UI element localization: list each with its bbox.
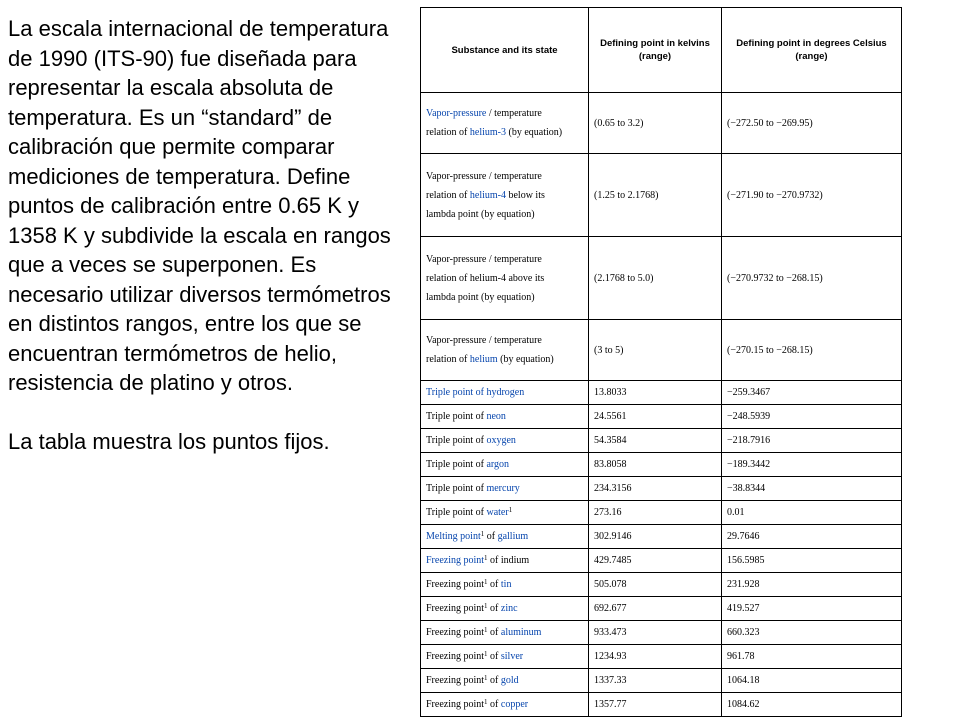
- kelvin-cell: 692.677: [589, 597, 722, 621]
- substance-link[interactable]: copper: [500, 699, 529, 710]
- kelvin-cell: 24.5561: [589, 405, 722, 429]
- kelvin-cell: 933.473: [589, 621, 722, 645]
- footnote-marker: 1: [484, 554, 488, 562]
- kelvin-cell: 505.078: [589, 573, 722, 597]
- substance-line: [426, 671, 583, 690]
- table-row: [421, 154, 902, 237]
- substance-text: Triple point of: [426, 435, 487, 446]
- table-row: [421, 93, 902, 154]
- celsius-cell: −189.3442: [722, 453, 902, 477]
- footnote-marker: 1: [484, 578, 488, 586]
- footnote-marker: 1: [484, 602, 488, 610]
- substance-link[interactable]: argon: [486, 459, 510, 470]
- table-row: [421, 453, 902, 477]
- table-header-row: [421, 8, 902, 93]
- substance-link[interactable]: neon: [486, 411, 506, 422]
- celsius-cell: 156.5985: [722, 549, 902, 573]
- substance-text: Triple point of: [426, 459, 487, 470]
- fixed-points-table: [420, 7, 902, 717]
- substance-line: [426, 503, 583, 522]
- celsius-cell: (−271.90 to −270.9732): [722, 154, 902, 237]
- table-row: [421, 381, 902, 405]
- substance-text: of: [487, 699, 501, 710]
- substance-line: [426, 205, 583, 224]
- substance-text: Vapor-pressure / temperature: [426, 170, 542, 182]
- description-text: [8, 14, 400, 457]
- substance-line: [426, 431, 583, 450]
- substance-link[interactable]: helium-4: [469, 189, 506, 201]
- substance-link[interactable]: gold: [500, 675, 519, 686]
- kelvin-cell: (3 to 5): [589, 320, 722, 381]
- substance-link[interactable]: Vapor-pressure: [426, 108, 487, 119]
- substance-text: relation of: [426, 127, 470, 138]
- substance-text: Freezing point: [426, 603, 485, 614]
- celsius-cell: (−270.9732 to −268.15): [722, 237, 902, 320]
- substance-link[interactable]: silver: [500, 651, 524, 662]
- table-body: [421, 93, 902, 717]
- celsius-cell: 660.323: [722, 621, 902, 645]
- substance-text: relation of: [426, 354, 470, 365]
- kelvin-cell: (0.65 to 3.2): [589, 93, 722, 154]
- table-row: [421, 645, 902, 669]
- table-row: [421, 597, 902, 621]
- substance-text: Triple point of: [426, 411, 487, 422]
- header-kelvin: Defining point in kelvins (range): [589, 8, 722, 93]
- kelvin-cell: (1.25 to 2.1768): [589, 154, 722, 237]
- substance-line: [426, 647, 583, 666]
- kelvin-cell: 1357.77: [589, 693, 722, 717]
- footnote-marker: 1: [484, 650, 488, 658]
- substance-line: [426, 350, 583, 369]
- substance-link[interactable]: Freezing point: [426, 555, 485, 566]
- kelvin-cell: 429.7485: [589, 549, 722, 573]
- substance-text: relation of helium-4 above its: [426, 272, 545, 284]
- substance-text: Freezing point: [426, 699, 485, 710]
- substance-line: [426, 123, 583, 142]
- substance-link[interactable]: Melting point: [426, 531, 481, 542]
- celsius-cell: 1084.62: [722, 693, 902, 717]
- substance-line: [426, 575, 583, 594]
- substance-text: Triple point of: [426, 483, 487, 494]
- substance-cell: [421, 573, 589, 597]
- substance-link[interactable]: aluminum: [500, 627, 542, 638]
- substance-cell: [421, 93, 589, 154]
- table-caption-paragraph: La tabla muestra los puntos fijos.: [8, 429, 330, 454]
- table-row: [421, 405, 902, 429]
- substance-line: [426, 599, 583, 618]
- substance-line: [426, 455, 583, 474]
- kelvin-cell: 302.9146: [589, 525, 722, 549]
- table-row: [421, 573, 902, 597]
- substance-text: Freezing point: [426, 651, 485, 662]
- kelvin-cell: 54.3584: [589, 429, 722, 453]
- kelvin-cell: 1337.33: [589, 669, 722, 693]
- celsius-cell: −38.8344: [722, 477, 902, 501]
- table-row: [421, 621, 902, 645]
- table-row: [421, 237, 902, 320]
- footnote-marker: 1: [484, 626, 488, 634]
- substance-line: [426, 331, 583, 350]
- substance-cell: [421, 381, 589, 405]
- substance-text: (by equation): [497, 354, 554, 365]
- header-substance: Substance and its state: [421, 8, 589, 93]
- substance-text: (by equation): [505, 127, 563, 138]
- substance-text: of: [487, 579, 501, 590]
- substance-text: relation of: [426, 189, 470, 201]
- substance-line: [426, 479, 583, 498]
- substance-cell: [421, 669, 589, 693]
- substance-text: Freezing point: [426, 675, 485, 686]
- substance-cell: [421, 320, 589, 381]
- substance-line: [426, 269, 583, 288]
- substance-line: [426, 527, 583, 546]
- substance-text: Vapor-pressure / temperature: [426, 253, 542, 265]
- footnote-marker: 1: [484, 674, 488, 682]
- header-celsius: Defining point in degrees Celsius (range): [722, 8, 902, 93]
- substance-line: [426, 695, 583, 714]
- substance-line: [426, 551, 583, 570]
- substance-text: of indium: [487, 555, 530, 566]
- substance-line: [426, 104, 583, 123]
- celsius-cell: −218.7916: [722, 429, 902, 453]
- substance-cell: [421, 621, 589, 645]
- table-row: [421, 549, 902, 573]
- substance-line: [426, 167, 583, 186]
- table-row: [421, 669, 902, 693]
- substance-link[interactable]: zinc: [500, 603, 518, 614]
- table-row: [421, 525, 902, 549]
- substance-cell: [421, 477, 589, 501]
- substance-cell: [421, 154, 589, 237]
- substance-text: of: [487, 675, 501, 686]
- kelvin-cell: 273.16: [589, 501, 722, 525]
- kelvin-cell: (2.1768 to 5.0): [589, 237, 722, 320]
- substance-line: [426, 383, 583, 402]
- celsius-cell: 419.527: [722, 597, 902, 621]
- substance-line: [426, 250, 583, 269]
- substance-link[interactable]: mercury: [486, 483, 520, 494]
- kelvin-cell: 83.8058: [589, 453, 722, 477]
- substance-text: lambda point (by equation): [426, 291, 535, 303]
- celsius-cell: 0.01: [722, 501, 902, 525]
- substance-link[interactable]: helium-3: [469, 127, 506, 138]
- substance-text: lambda point (by equation): [426, 208, 535, 220]
- celsius-cell: 961.78: [722, 645, 902, 669]
- substance-link[interactable]: helium: [469, 354, 498, 365]
- kelvin-cell: 234.3156: [589, 477, 722, 501]
- celsius-cell: 231.928: [722, 573, 902, 597]
- substance-text: Triple point of: [426, 507, 487, 518]
- substance-line: [426, 623, 583, 642]
- substance-link[interactable]: Triple point of: [426, 387, 487, 398]
- substance-cell: [421, 693, 589, 717]
- footnote-marker: 1: [480, 530, 485, 538]
- substance-text: of: [487, 651, 501, 662]
- footnote-marker: 1: [484, 698, 488, 706]
- substance-text: below its: [505, 189, 545, 201]
- table-row: [421, 693, 902, 717]
- substance-text: Vapor-pressure / temperature: [426, 335, 542, 346]
- celsius-cell: −259.3467: [722, 381, 902, 405]
- substance-cell: [421, 429, 589, 453]
- celsius-cell: 29.7646: [722, 525, 902, 549]
- table-row: [421, 429, 902, 453]
- kelvin-cell: 13.8033: [589, 381, 722, 405]
- substance-cell: [421, 501, 589, 525]
- celsius-cell: 1064.18: [722, 669, 902, 693]
- substance-text: of: [487, 603, 501, 614]
- substance-cell: [421, 645, 589, 669]
- substance-text: / temperature: [486, 108, 542, 119]
- table-row: [421, 501, 902, 525]
- substance-cell: [421, 525, 589, 549]
- substance-link[interactable]: oxygen: [486, 435, 516, 446]
- intro-paragraph: La escala internacional de temperatura de 1990 (ITS-90) fue diseñada para representar la escala absoluta de temperatura. Es un “standard” de calibración que permite comparar mediciones de temperatura. Define puntos de calibración entre 0.65 K y 1358 K y subdivide la escala en rangos que a veces se superponen. Es necesario utilizar diversos termómetros en distintos rangos, entre los que se encuentran termómetros de helio, resistencia de platino y otros.: [8, 16, 391, 395]
- substance-link[interactable]: tin: [500, 579, 512, 590]
- substance-line: [426, 288, 583, 307]
- substance-link[interactable]: hydrogen: [486, 387, 525, 398]
- substance-line: [426, 407, 583, 426]
- footnote-marker: 1: [508, 506, 513, 514]
- substance-cell: [421, 597, 589, 621]
- substance-link[interactable]: gallium: [497, 531, 529, 542]
- celsius-cell: (−270.15 to −268.15): [722, 320, 902, 381]
- celsius-cell: −248.5939: [722, 405, 902, 429]
- table-row: [421, 477, 902, 501]
- kelvin-cell: 1234.93: [589, 645, 722, 669]
- substance-cell: [421, 549, 589, 573]
- celsius-cell: (−272.50 to −269.95): [722, 93, 902, 154]
- table-row: [421, 320, 902, 381]
- substance-cell: [421, 405, 589, 429]
- substance-cell: [421, 237, 589, 320]
- substance-link[interactable]: water: [486, 507, 509, 518]
- substance-text: Freezing point: [426, 579, 485, 590]
- substance-text: of: [484, 531, 498, 542]
- substance-text: of: [487, 627, 501, 638]
- substance-line: [426, 186, 583, 205]
- substance-text: Freezing point: [426, 627, 485, 638]
- substance-cell: [421, 453, 589, 477]
